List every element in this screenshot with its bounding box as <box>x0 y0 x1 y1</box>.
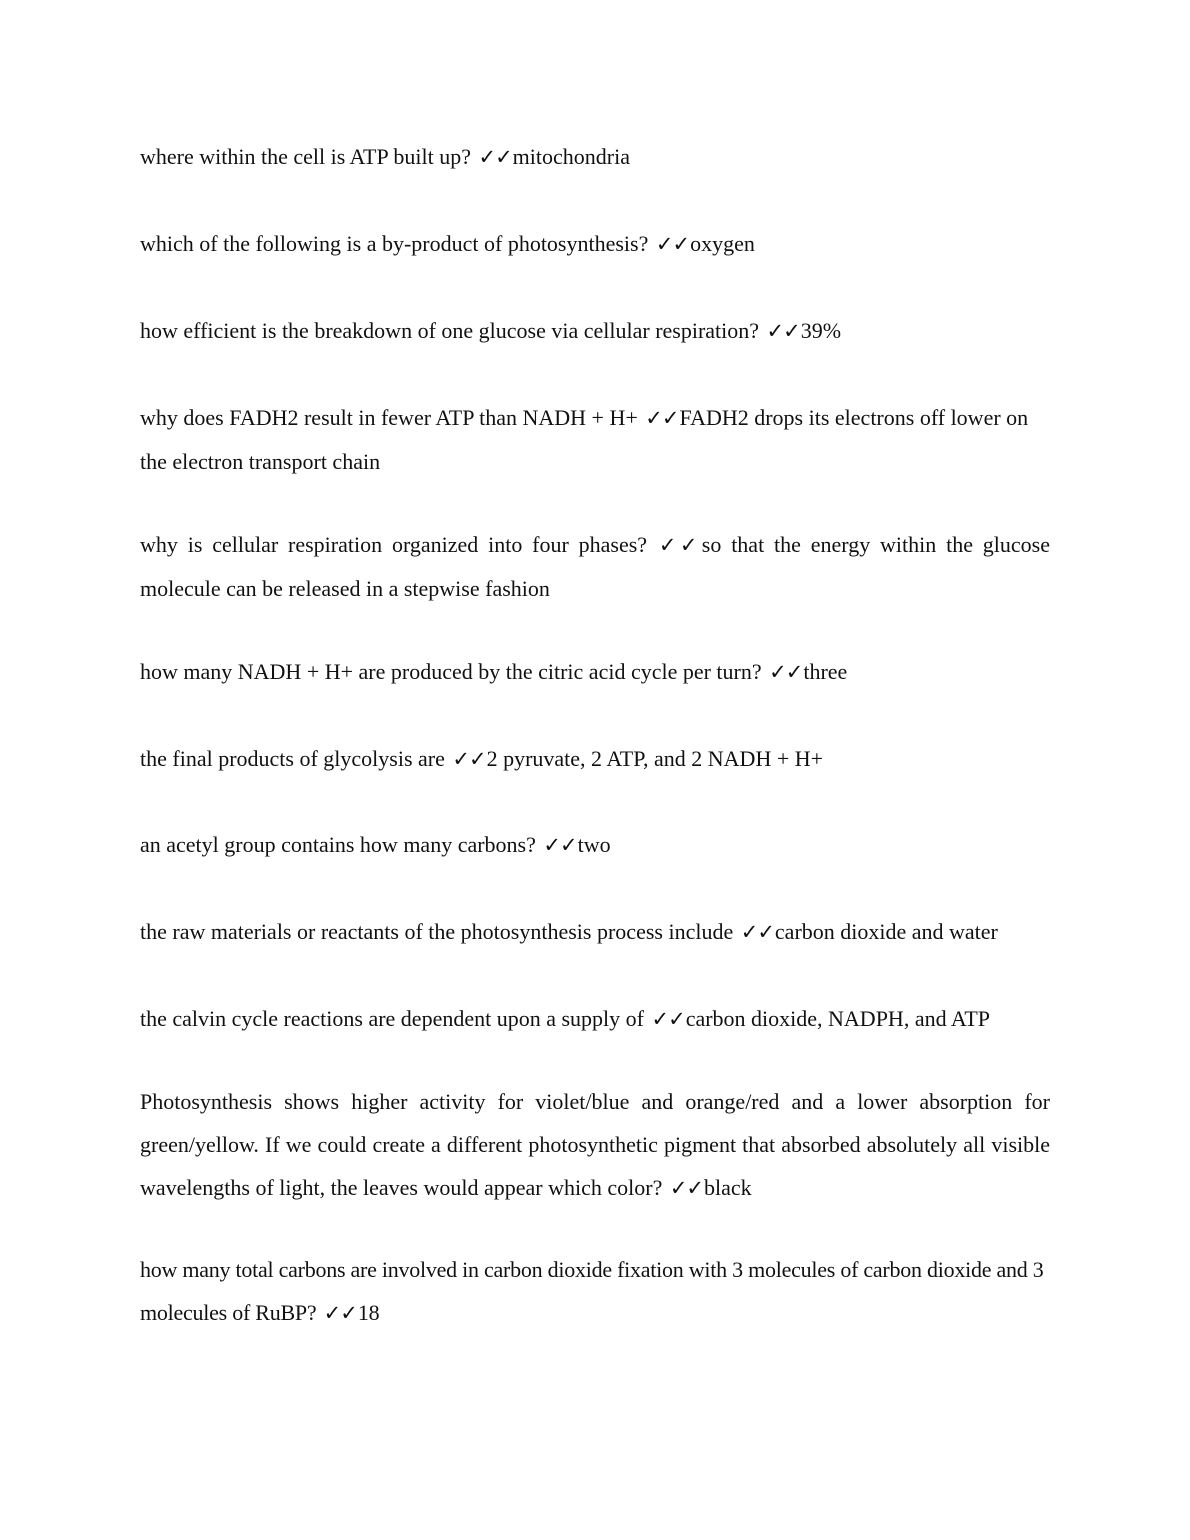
qa-item <box>140 823 1050 867</box>
answer-text: black <box>704 1175 752 1200</box>
qa-item <box>140 396 1050 483</box>
question-text: an acetyl group contains how many carbons? <box>140 832 536 857</box>
answer-text: mitochondria <box>512 144 630 169</box>
qa-item <box>140 1248 1050 1335</box>
question-text: the calvin cycle reactions are dependent upon a supply of <box>140 1006 644 1031</box>
question-text: why is cellular respiration organized into four phases? <box>140 532 648 557</box>
question-text: the final products of glycolysis are <box>140 746 445 771</box>
double-check-icon: ✓✓ <box>452 747 486 771</box>
double-check-icon: ✓✓ <box>651 1007 685 1031</box>
question-text: which of the following is a by-product of photosynthesis? <box>140 231 649 256</box>
double-check-icon: ✓✓ <box>740 920 774 944</box>
question-text: the raw materials or reactants of the photosynthesis process include <box>140 919 734 944</box>
answer-text: FADH2 drops its electrons off lower on the electron transport chain <box>140 405 1029 474</box>
answer-text: so that the energy within the glucose molecule can be released in a stepwise fashion <box>140 532 1050 601</box>
answer-text: 2 pyruvate, 2 ATP, and 2 NADH + H+ <box>486 746 824 771</box>
qa-item <box>140 737 1050 781</box>
double-check-icon: ✓✓ <box>543 833 577 857</box>
double-check-icon: ✓✓ <box>766 319 800 343</box>
double-check-icon: ✓✓ <box>645 406 679 430</box>
double-check-icon: ✓✓ <box>669 1176 704 1200</box>
qa-item <box>140 222 1050 266</box>
qa-item <box>140 910 1050 954</box>
question-text: where within the cell is ATP built up? <box>140 144 471 169</box>
qa-item <box>140 309 1050 353</box>
double-check-icon: ✓✓ <box>655 232 690 256</box>
qa-item <box>140 1080 1050 1210</box>
question-text: how efficient is the breakdown of one glucose via cellular respiration? <box>140 318 760 343</box>
answer-text: 39% <box>800 318 842 343</box>
question-text: Photosynthesis shows higher activity for violet/blue and orange/red and a lower absorption for green/yellow. If we could create a different photosynthetic pigment that absorbed absolutely all visible wavelengths of light, the leaves would appear which color? <box>140 1089 1050 1200</box>
question-text: how many total carbons are involved in carbon dioxide fixation with 3 molecules of carbon dioxide and 3 molecules of RuBP? <box>140 1257 1044 1325</box>
qa-item <box>140 650 1050 694</box>
answer-text: two <box>577 832 611 857</box>
double-check-icon: ✓✓ <box>478 145 512 169</box>
question-text: how many NADH + H+ are produced by the citric acid cycle per turn? <box>140 659 762 684</box>
answer-text: carbon dioxide and water <box>774 919 998 944</box>
qa-item <box>140 523 1050 610</box>
answer-text: oxygen <box>690 231 755 256</box>
double-check-icon: ✓✓ <box>323 1301 357 1325</box>
answer-text: three <box>803 659 848 684</box>
double-check-icon: ✓✓ <box>658 533 701 557</box>
answer-text: 18 <box>357 1300 380 1325</box>
qa-item <box>140 997 1050 1041</box>
double-check-icon: ✓✓ <box>769 660 803 684</box>
answer-text: carbon dioxide, NADPH, and ATP <box>685 1006 990 1031</box>
qa-item <box>140 135 1050 179</box>
question-text: why does FADH2 result in fewer ATP than NADH + H+ <box>140 405 638 430</box>
